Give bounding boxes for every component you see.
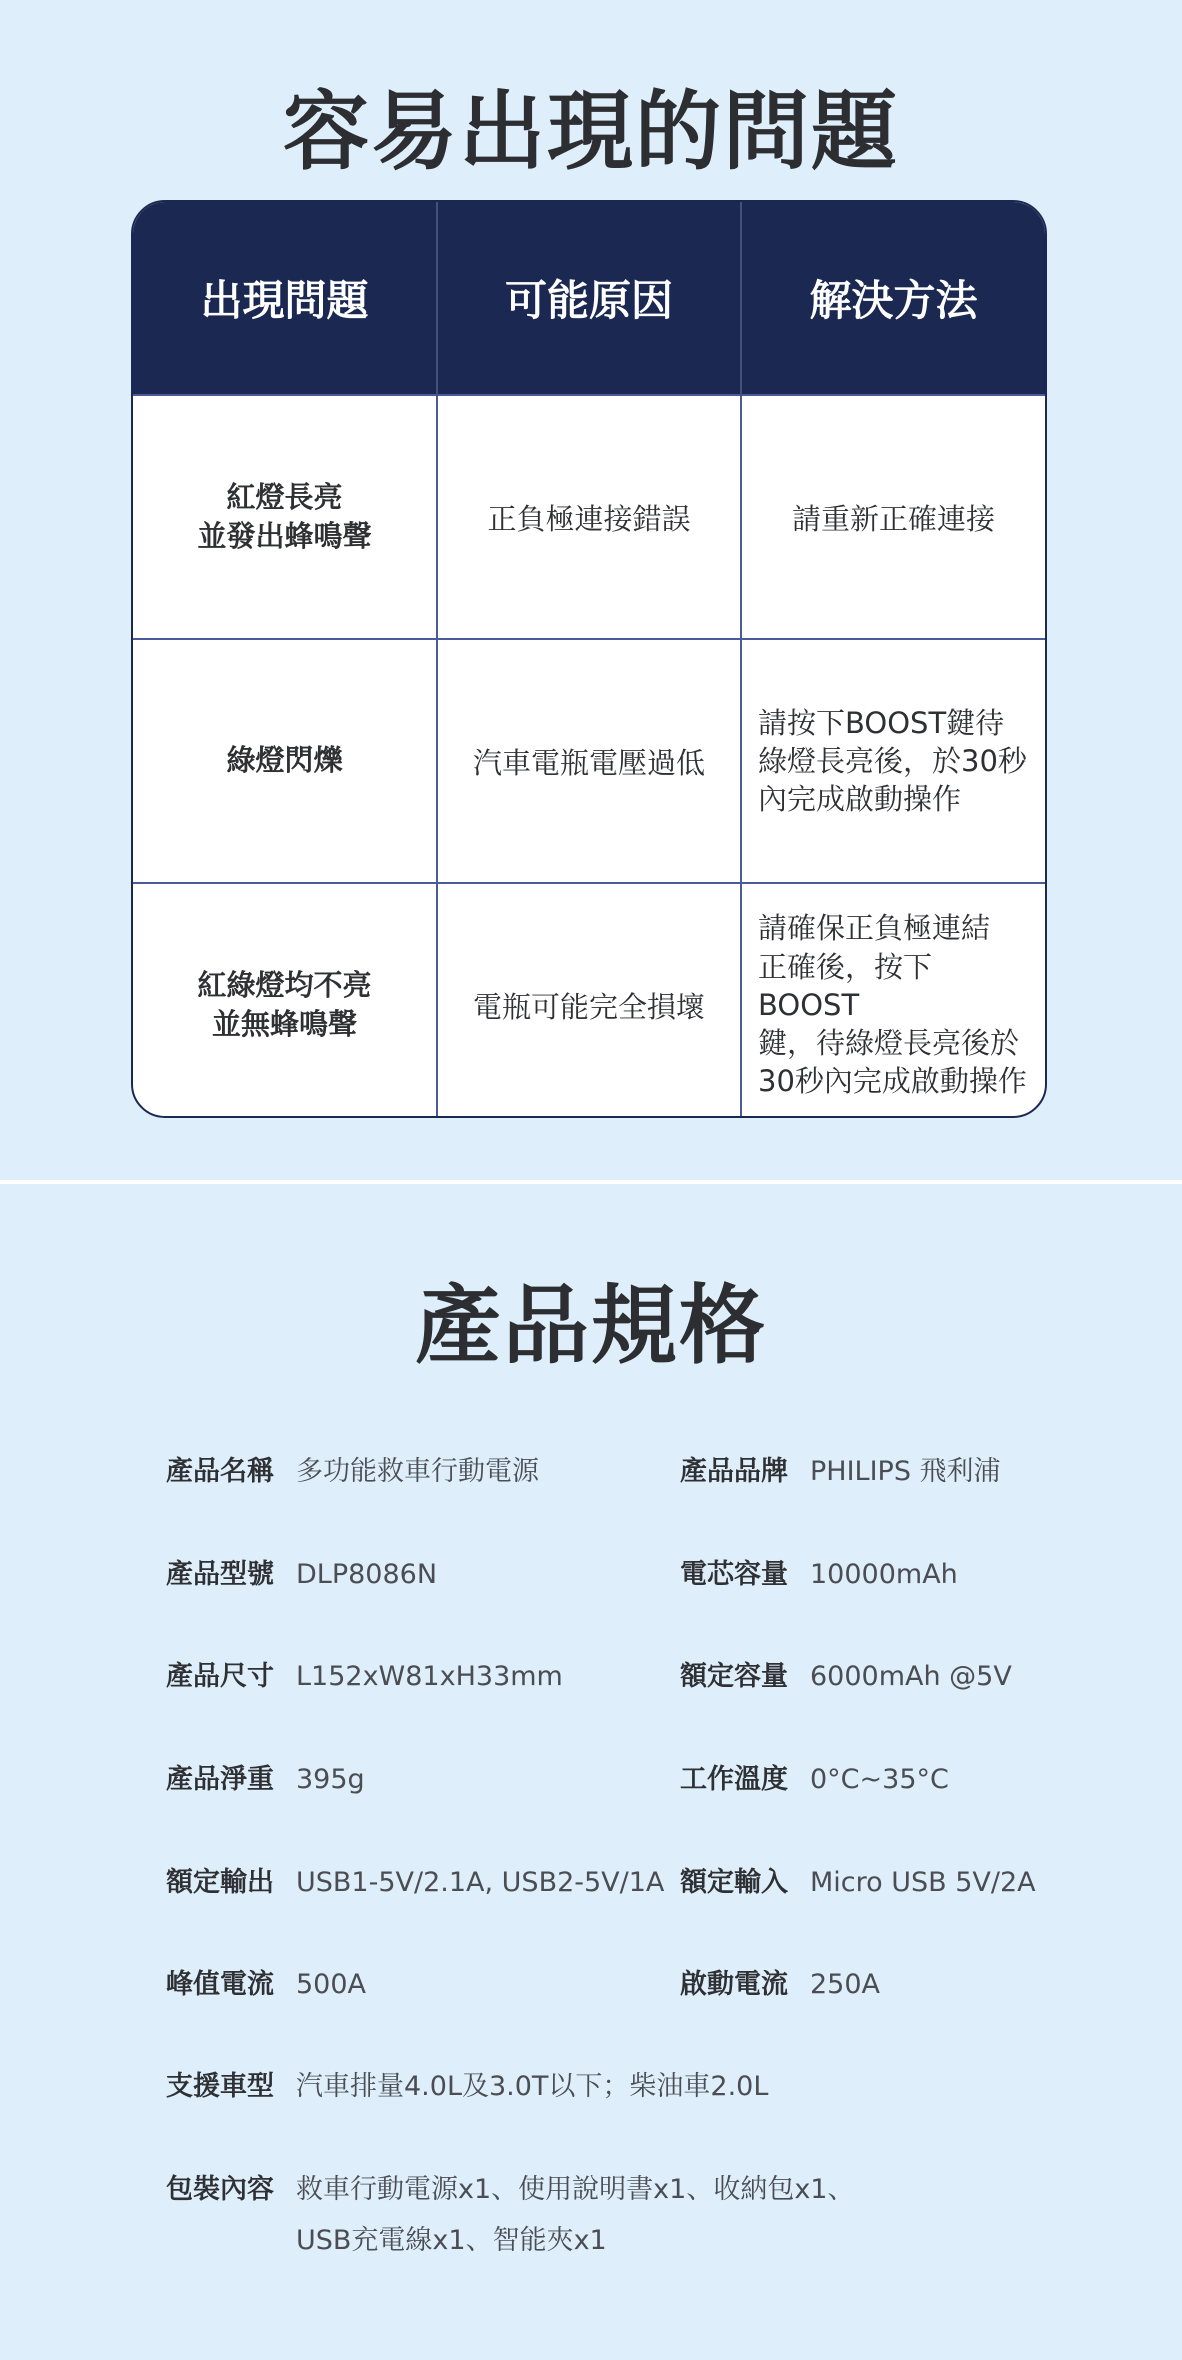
- solution-line: 正確後，按下BOOST: [758, 949, 933, 1022]
- spec-value: 0°C~35°C: [810, 1764, 949, 1795]
- solution-line: 請確保正負極連結: [758, 911, 991, 946]
- spec-label: 額定輸入: [680, 1867, 788, 1898]
- spec-value: 500A: [296, 1969, 367, 2000]
- issue-cell: [133, 639, 437, 883]
- issue-line: 綠燈閃爍: [226, 743, 343, 778]
- issue-line: 紅綠燈均不亮: [197, 967, 372, 1002]
- cause-cell: 正負極連接錯誤: [437, 395, 741, 639]
- table-row: [133, 395, 1045, 639]
- spec-value: 6000mAh @5V: [810, 1661, 1012, 1692]
- issue-line: 並無蜂鳴聲: [211, 1007, 357, 1041]
- table-header-row: [133, 202, 1045, 395]
- spec-value: Micro USB 5V/2A: [810, 1867, 1036, 1898]
- issue-cell: [133, 395, 437, 639]
- spec-label: 峰值電流: [166, 1969, 274, 2000]
- spec-value-line: 救車行動電源x1、使用說明書x1、收納包x1、: [296, 2174, 855, 2205]
- spec-label: 額定容量: [680, 1661, 788, 1692]
- solution-line: 綠燈長亮後，於30秒: [758, 743, 1027, 778]
- spec-value: 395g: [296, 1764, 365, 1795]
- table-row: [133, 639, 1045, 883]
- problems-title: 容易出現的問題: [283, 82, 899, 182]
- solution-cell: [741, 883, 1045, 1118]
- solution-cell: [741, 395, 1045, 639]
- spec-value: USB1-5V/2.1A, USB2-5V/1A: [296, 1867, 665, 1898]
- specs-section: [0, 1184, 1182, 2360]
- header-solution: 解決方法: [741, 202, 1045, 395]
- spec-label: 工作溫度: [680, 1764, 788, 1795]
- spec-value: 250A: [810, 1969, 881, 2000]
- spec-label: 產品名稱: [166, 1456, 274, 1487]
- solution-cell: [741, 639, 1045, 883]
- spec-value: 汽車排量4.0L及3.0T以下；柴油車2.0L: [296, 2071, 769, 2102]
- solution-line: 請按下BOOST鍵待: [758, 705, 1005, 740]
- issue-line: 並發出蜂鳴聲: [197, 519, 372, 553]
- header-cause: 可能原因: [437, 202, 741, 395]
- cause-cell: 電瓶可能完全損壞: [437, 883, 741, 1118]
- spec-label: 啟動電流: [680, 1969, 788, 2000]
- spec-value: PHILIPS 飛利浦: [810, 1456, 1001, 1487]
- spec-label: 產品尺寸: [166, 1661, 274, 1692]
- issue-line: 紅燈長亮: [226, 479, 343, 514]
- solution-line: 30秒內完成啟動操作: [758, 1064, 1027, 1099]
- table-row: [133, 883, 1045, 1118]
- spec-value: DLP8086N: [296, 1559, 438, 1590]
- solution-line: 內完成啟動操作: [758, 782, 962, 817]
- spec-label: 額定輸出: [166, 1867, 274, 1898]
- spec-label: 包裝內容: [166, 2174, 274, 2205]
- specs-title: 產品規格: [415, 1276, 767, 1376]
- header-issue: 出現問題: [133, 202, 437, 395]
- spec-value: [296, 2164, 854, 2267]
- spec-value: L152xW81xH33mm: [296, 1661, 563, 1692]
- spec-label: 支援車型: [166, 2071, 274, 2102]
- spec-label: 產品淨重: [166, 1764, 274, 1795]
- spec-value: 10000mAh: [810, 1559, 958, 1590]
- spec-label: 產品型號: [166, 1559, 274, 1590]
- solution-line: 請重新正確連接: [791, 501, 995, 536]
- problems-table: [131, 200, 1047, 1118]
- spec-value-line: USB充電線x1、智能夾x1: [296, 2225, 607, 2257]
- spec-value: 多功能救車行動電源: [296, 1456, 539, 1487]
- spec-label: 產品品牌: [680, 1456, 788, 1487]
- solution-line: 鍵，待綠燈長亮後於: [758, 1026, 1020, 1061]
- cause-cell: 汽車電瓶電壓過低: [437, 639, 741, 883]
- spec-label: 電芯容量: [680, 1559, 788, 1590]
- issue-cell: [133, 883, 437, 1118]
